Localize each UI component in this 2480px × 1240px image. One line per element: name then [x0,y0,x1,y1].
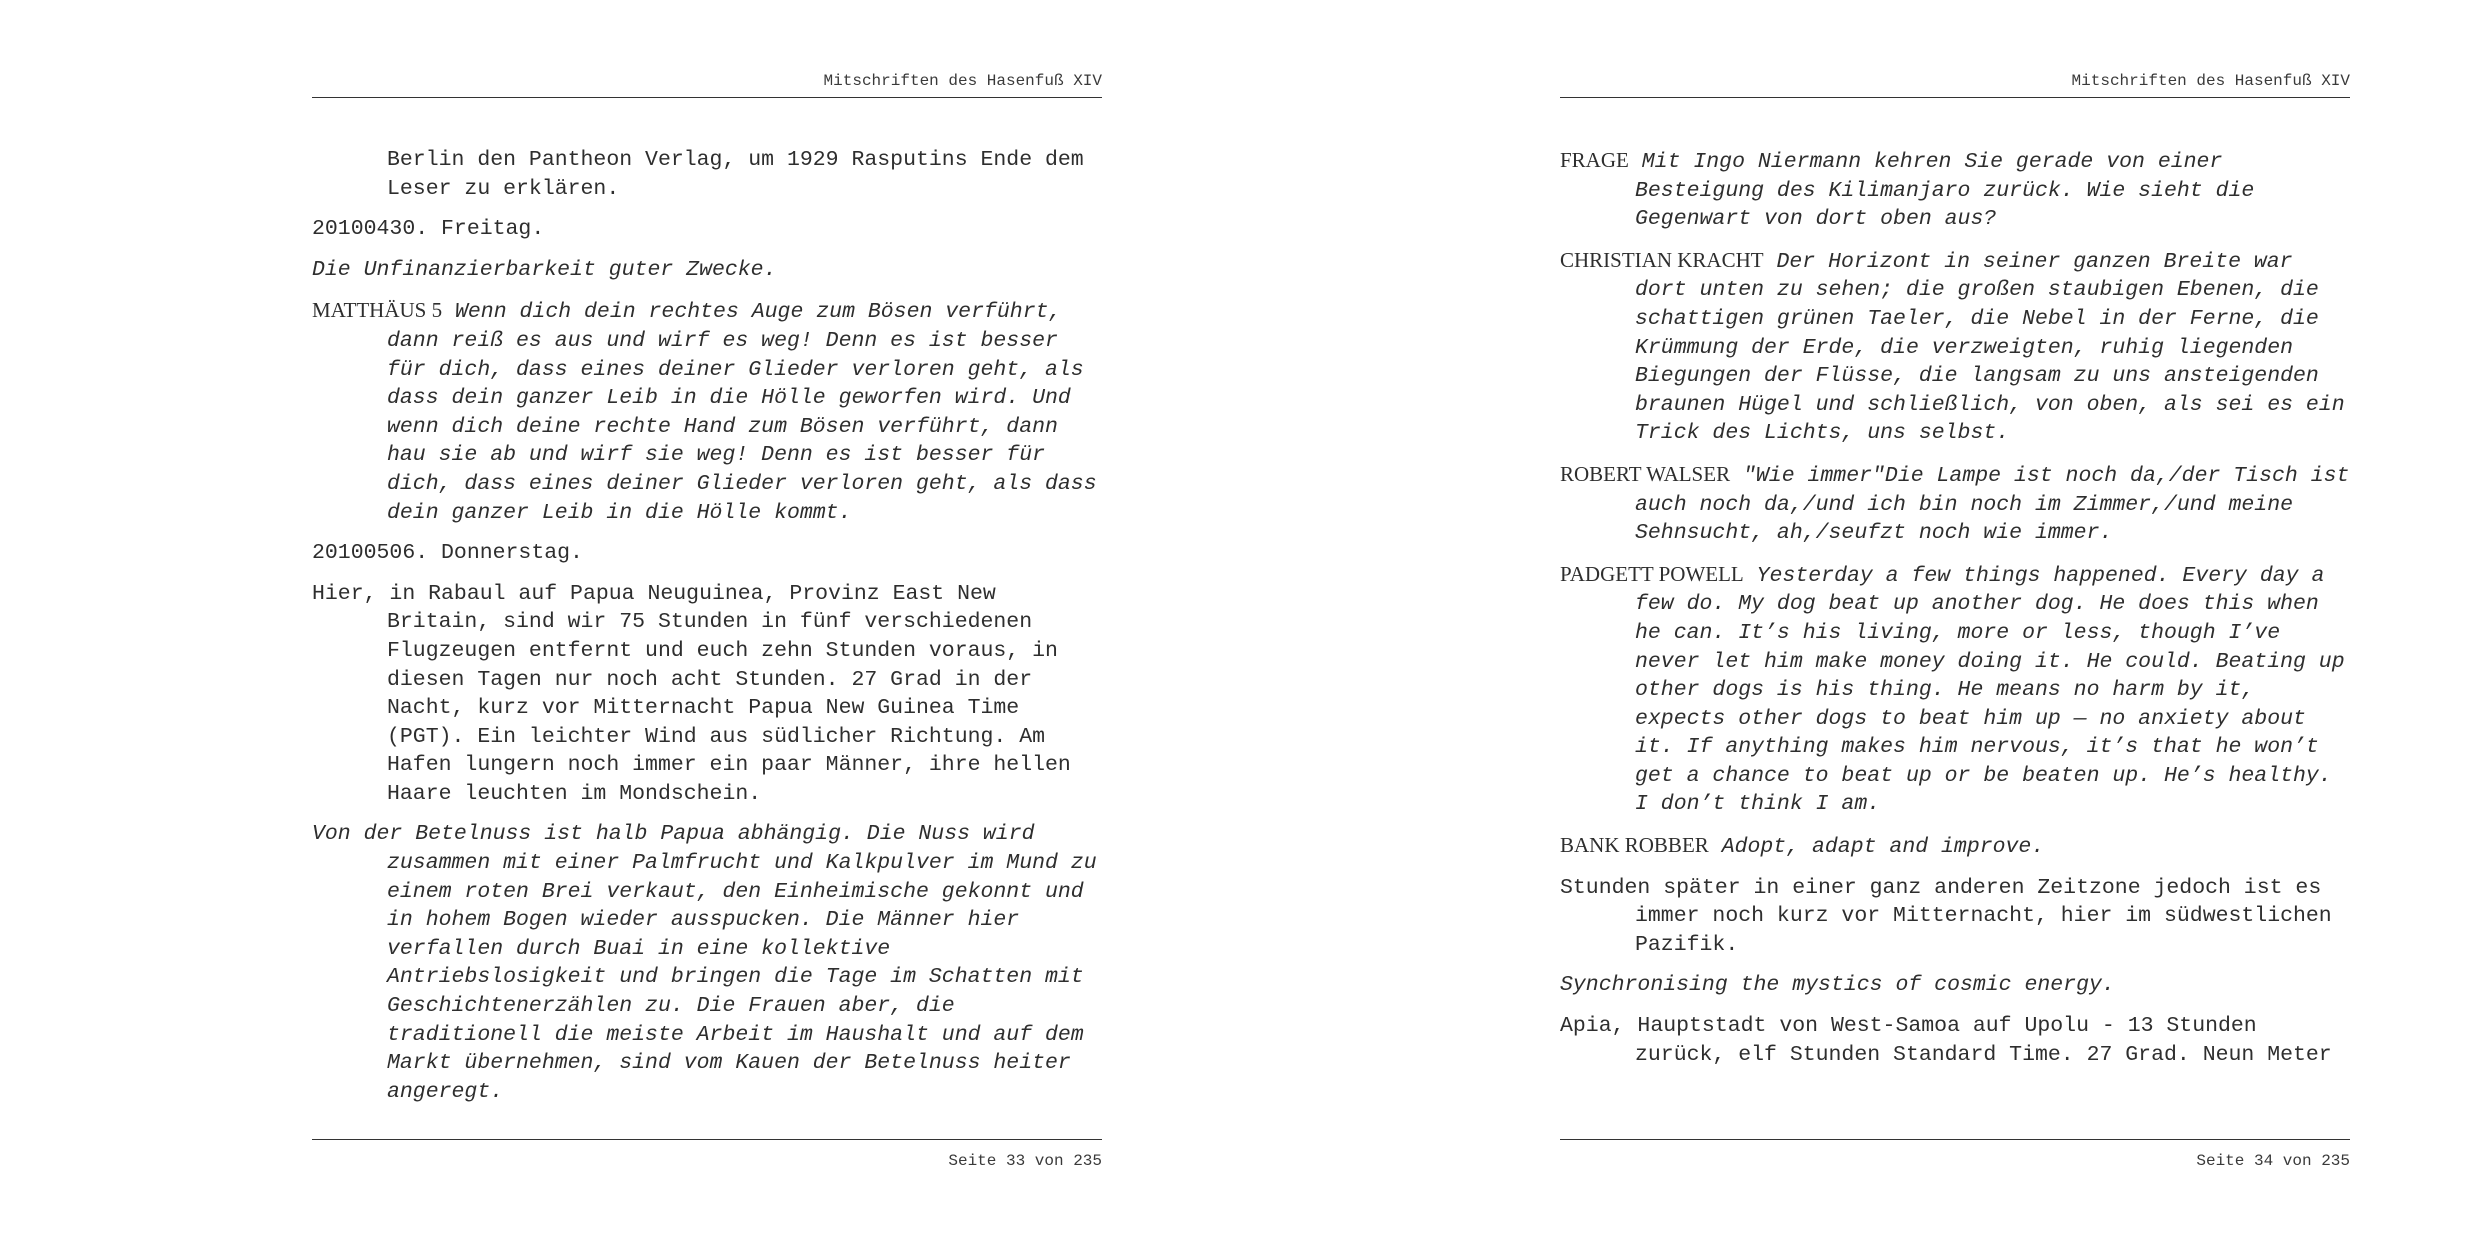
page-body [1560,146,2350,1081]
quote-paragraph [312,296,1102,527]
quote-text: Wenn dich dein rechtes Auge zum Bösen verführt, dann reiß es aus und wirf es weg! Denn es ist besser für dich, dass eines deiner Glieder verloren geht, als dass dein ganzer Leib in die Hölle geworfen wird. Und wenn dich deine rechte Hand zum Bösen verführt, dann hau sie ab und wirf sie weg! Denn es ist besser für dich, dass eines deiner Glieder verloren geht, als dass dein ganzer Leib in die Hölle kommt. [387,300,1097,525]
header-rule [312,97,1102,98]
footer-rule [312,1139,1102,1140]
quote-text: Der Horizont in seiner ganzen Breite war dort unten zu sehen; die großen staubigen Ebenen, die schattigen grünen Taeler, die Nebel in der Ferne, die Krümmung der Erde, die verzweigten, ruhig liegenden Biegungen der Flüsse, die langsam zu uns ansteigenden braunen Hügel und schließlich, von oben, als sei es ein Trick des Lichts, uns selbst. [1635,249,2345,446]
paragraph: Apia, Hauptstadt von West-Samoa auf Upolu - 13 Stunden zurück, elf Stunden Standard Time. 27 Grad. Neun Meter [1560,1014,2332,1067]
speaker-label: CHRISTIAN KRACHT [1560,247,1764,272]
quote-paragraph [1560,146,2350,234]
running-header: Mitschriften des Hasenfuß XIV [2071,72,2350,90]
quote-text: Yesterday a few things happened. Every day a few do. My dog beat up another dog. He does this when he can. It’s his living, more or less, though I’ve never let him make money doing it. He could. Beating up other dogs is his thing. He means no harm by it, expects other dogs to beat him up — no anxiety about it. If anything makes him nervous, it’s that he won’t get a chance to beat up or be beaten up. He’s healthy. I don’t think I am. [1635,563,2345,817]
running-header: Mitschriften des Hasenfuß XIV [823,72,1102,90]
date-entry: 20100506. Donnerstag. [312,541,583,566]
paragraph: Stunden später in einer ganz anderen Zeitzone jedoch ist es immer noch kurz vor Mitternacht, hier im südwestlichen Pazifik. [1560,875,2332,957]
poem-title: "Wie immer" [1742,463,1885,488]
left-page [312,0,1102,1240]
paragraph: Synchronising the mystics of cosmic energy. [1560,973,2115,998]
quote-text: Adopt, adapt and improve. [1721,835,2045,860]
footer-rule [1560,1139,2350,1140]
paragraph: Berlin den Pantheon Verlag, um 1929 Rasputins Ende dem Leser zu erklären. [387,148,1084,201]
paragraph: Hier, in Rabaul auf Papua Neuguinea, Provinz East New Britain, sind wir 75 Stunden in fünf verschiedenen Flugzeugen entfernt und euch zehn Stunden voraus, in diesen Tagen nur noch acht Stunden. 27 Grad in der Nacht, kurz vor Mitternacht Papua New Guinea Time (PGT). Ein leichter Wind aus südlicher Richtung. Am Hafen lungern noch immer ein paar Männer, ihre hellen Haare leuchten im Mondschein. [312,581,1071,806]
quote-paragraph [1560,560,2350,819]
quote-text: Die Lampe ist noch da,/der Tisch ist auch noch da,/und ich bin noch im Zimmer,/und meine Sehnsucht, ah,/seufzt noch wie immer. [1635,463,2350,546]
paragraph: Von der Betelnuss ist halb Papua abhängig. Die Nuss wird zusammen mit einer Palmfrucht und Kalkpulver im Mund zu einem roten Brei verkaut, den Einheimische gekonnt und in hohem Bogen wieder ausspucken. Die Männer hier verfallen durch Buai in eine kollektive Antriebslosigkeit und bringen die Tage im Schatten mit Geschichtenerzählen zu. Die Frauen aber, die traditionell die meiste Arbeit im Haushalt und auf dem Markt übernehmen, sind vom Kauen der Betelnuss heiter angeregt. [312,822,1097,1104]
date-entry: 20100430. Freitag. [312,217,545,242]
paragraph: Die Unfinanzierbarkeit guter Zwecke. [312,257,777,282]
page-number: Seite 34 von 235 [2196,1152,2350,1170]
quote-text: Mit Ingo Niermann kehren Sie gerade von einer Besteigung des Kilimanjaro zurück. Wie sieht die Gegenwart von dort oben aus? [1635,150,2255,232]
speaker-label: ROBERT WALSER [1560,461,1731,486]
quote-paragraph [1560,831,2350,862]
speaker-label: BANK ROBBER [1560,833,1709,858]
speaker-label: PADGETT POWELL [1560,561,1744,586]
quote-paragraph [1560,246,2350,448]
page-body [312,146,1102,1118]
speaker-label: FRAGE [1560,148,1629,172]
quote-paragraph [1560,460,2350,548]
page-number: Seite 33 von 235 [948,1152,1102,1170]
header-rule [1560,97,2350,98]
right-page [1560,0,2350,1240]
speaker-label: MATTHÄUS 5 [312,298,443,323]
